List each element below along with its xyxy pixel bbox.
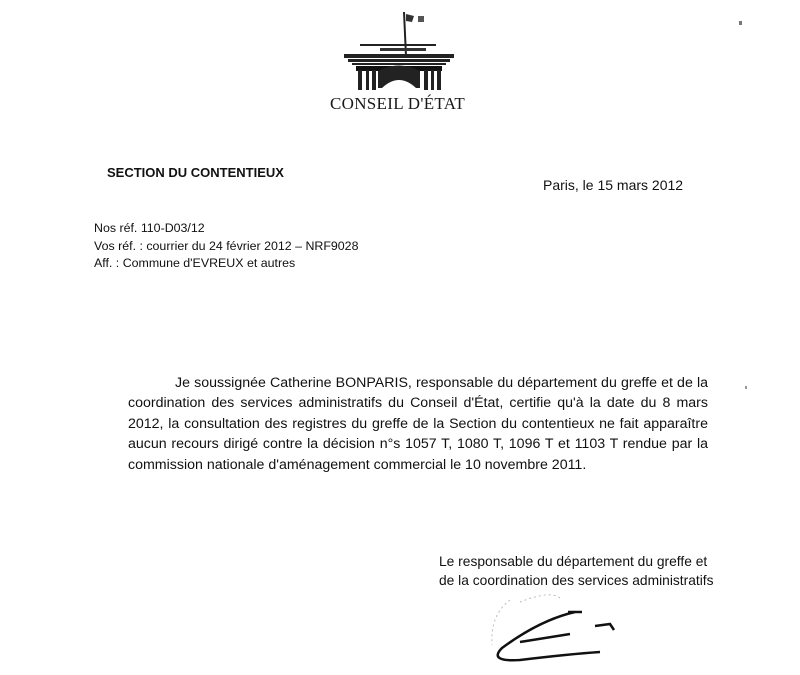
affair-reference: Aff. : Commune d'EVREUX et autres [94, 256, 296, 270]
place-date: Paris, le 15 mars 2012 [543, 177, 684, 193]
scan-speck [739, 21, 742, 25]
building-flag-icon [334, 4, 464, 94]
scan-speck [745, 386, 747, 389]
your-reference: Vos réf. : courrier du 24 février 2012 – NRF9028 [94, 238, 359, 253]
paragraph-text: Je soussignée Catherine BONPARIS, responsable du département du greffe et de la coordination des services administratifs du Conseil d'État, certifie qu'à la date du 8 mars 2012, la consultation des registres du greffe de la Section du contentieux ne fait apparaître aucun recours dirigé contre la décision n°s 1057 T, 1080 T, 1096 T et 1103 T rendue par la commission nationale d'aménagement commercial le 10 novembre 2011. [128, 375, 708, 473]
logo-text: CONSEIL D'ÉTAT [330, 94, 466, 113]
signatory-line-2: de la coordination des services administratifs [439, 573, 714, 588]
conseil-etat-logo [330, 4, 470, 116]
signatory-line-1: Le responsable du département du greffe et [439, 554, 708, 569]
signatory-title [439, 552, 714, 590]
handwritten-signature [480, 590, 660, 675]
section-title: SECTION DU CONTENTIEUX [107, 165, 284, 180]
our-reference: Nos réf. 110-D03/12 [94, 221, 205, 235]
references-block [94, 220, 358, 273]
signature-icon [480, 590, 660, 670]
certification-paragraph [128, 373, 708, 475]
